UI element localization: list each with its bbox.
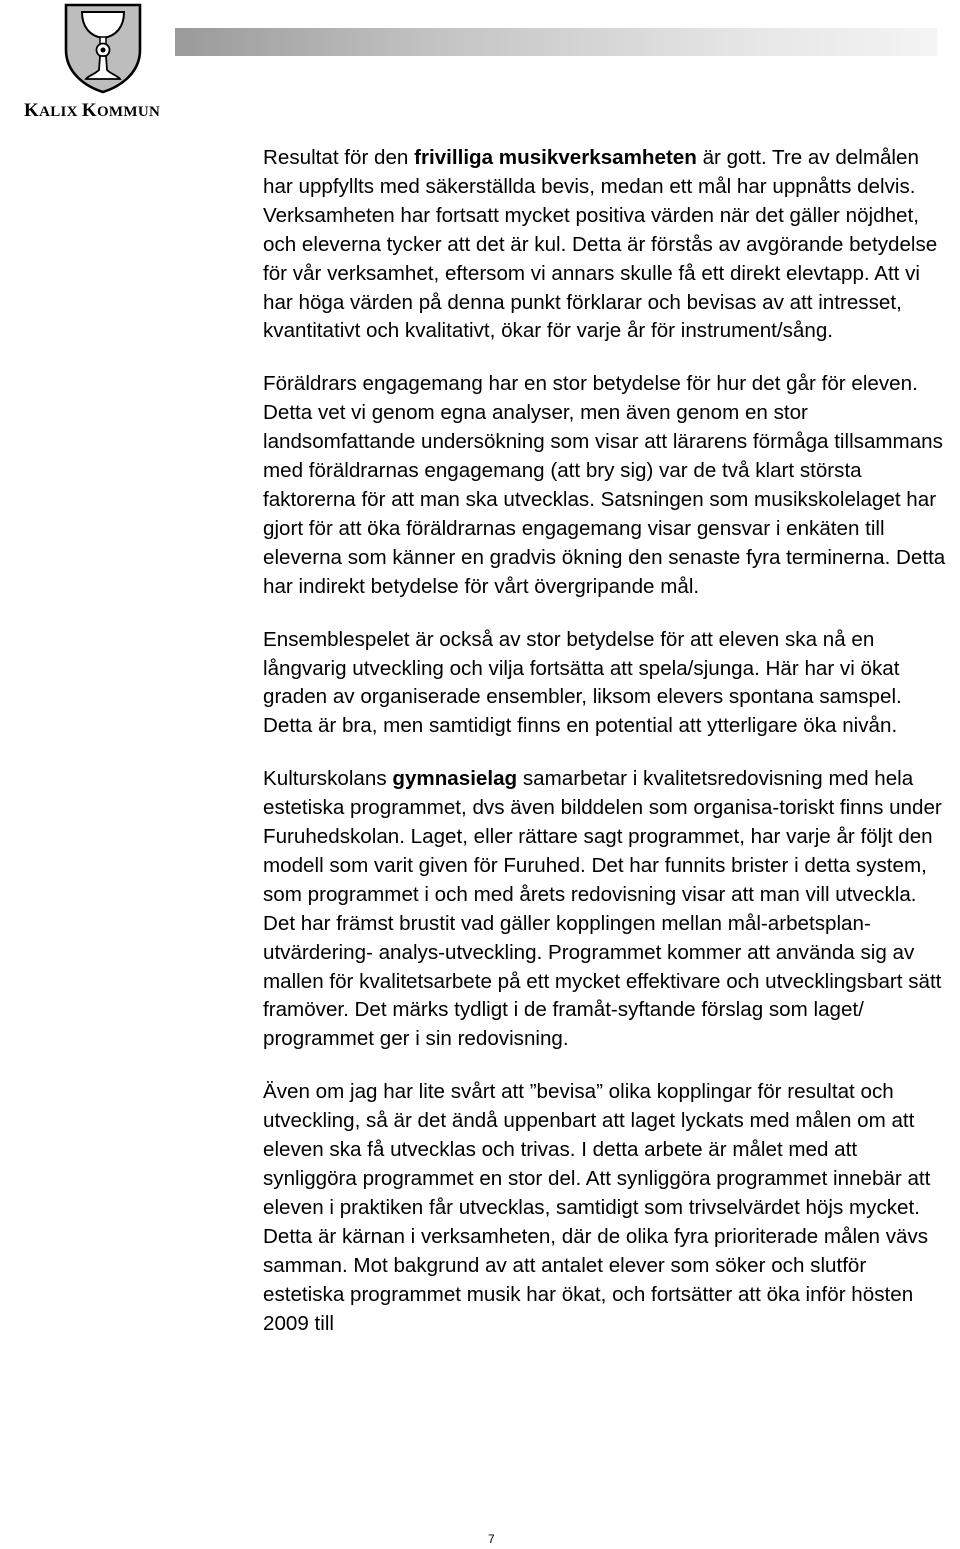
paragraph-parent-engagement: Föräldrars engagemang har en stor betydelse för hur det går för eleven. Detta vet vi genom egna analyser, men även genom en stor landsomfattande undersökning som visar att lärarens förmåga tillsammans med föräldrarnas engagemang (att bry sig) var de två klart största faktorerna för att man ska utvecklas. Satsningen som musikskolelaget har gjort för att öka föräldrarnas engagemang visar gensvar i enkäten till eleverna som känner en gradvis ökning den senaste fyra terminerna. Detta har indirekt betydelse för vårt övergripande mål. <box>263 372 946 598</box>
logo-wordmark: KALIX KOMMUN <box>24 100 161 121</box>
document-body <box>263 144 953 1362</box>
paragraph-music-results: Resultat för den frivilliga musikverksamheten är gott. Tre av delmålen har uppfyllts med säkerställda bevis, medan ett mål har uppnåtts delvis. Verksamheten har fortsatt mycket positiva värden när det gäller nöjdhet, och eleverna tycker att det är kul. Detta är förstås av avgörande betydelse för vår verksamhet, eftersom vi annars skulle få ett direkt elevtapp. Att vi har höga värden på denna punkt förklarar och bevisas av att intresset, kvantitativt och kvalitativt, ökar för varje år för instrument/sång. <box>263 146 938 343</box>
kalix-coat-of-arms-icon <box>62 2 144 94</box>
header-gradient-bar <box>175 28 937 56</box>
paragraph-upper-secondary: Kulturskolans gymnasielag samarbetar i kvalitetsredovisning med hela estetiska programmet, dvs även bilddelen som organisa-toriskt finns under Furuhedskolan. Laget, eller rättare sagt programmet, har varje år följt den modell som varit given för Furuhed. Det har funnits brister i detta system, som programmet i och med årets redovisning visar att man vill utveckla. Det har främst brustit vad gäller kopplingen mellan mål-arbetsplan-utvärdering- analys-utveckling. Programmet kommer att använda sig av mallen för kvalitetsarbete på ett mycket effektivare och utvecklingsbart sätt framöver. Det märks tydligt i de framåt-syftande förslag som laget/ programmet ger i sin redovisning. <box>263 767 942 1051</box>
paragraph-ensemble: Ensemblespelet är också av stor betydelse för att eleven ska nå en långvarig utveckling och vilja fortsätta att spela/sjunga. Här har vi ökat graden av organiserade ensembler, liksom elevers spontana samspel. Detta är bra, men samtidigt finns en potential att ytterligare öka nivån. <box>263 627 902 738</box>
paragraph-conclusion: Även om jag har lite svårt att ”bevisa” olika kopplingar för resultat och utveckling, så är det ändå uppenbart att laget lyckats med målen om att eleven ska få utvecklas och trivas. I detta arbete är målet med att synliggöra programmet en stor del. Att synliggöra programmet innebär att eleven i praktiken får utvecklas, samtidigt som trivselvärdet höjs mycket. Detta är kärnan i verksamheten, där de olika fyra prioriterade målen vävs samman. Mot bakgrund av att antalet elever som söker och slutför estetiska programmet musik har ökat, och fortsätter att öka inför hösten 2009 till <box>263 1080 931 1335</box>
page-number: 7 <box>488 1532 495 1546</box>
